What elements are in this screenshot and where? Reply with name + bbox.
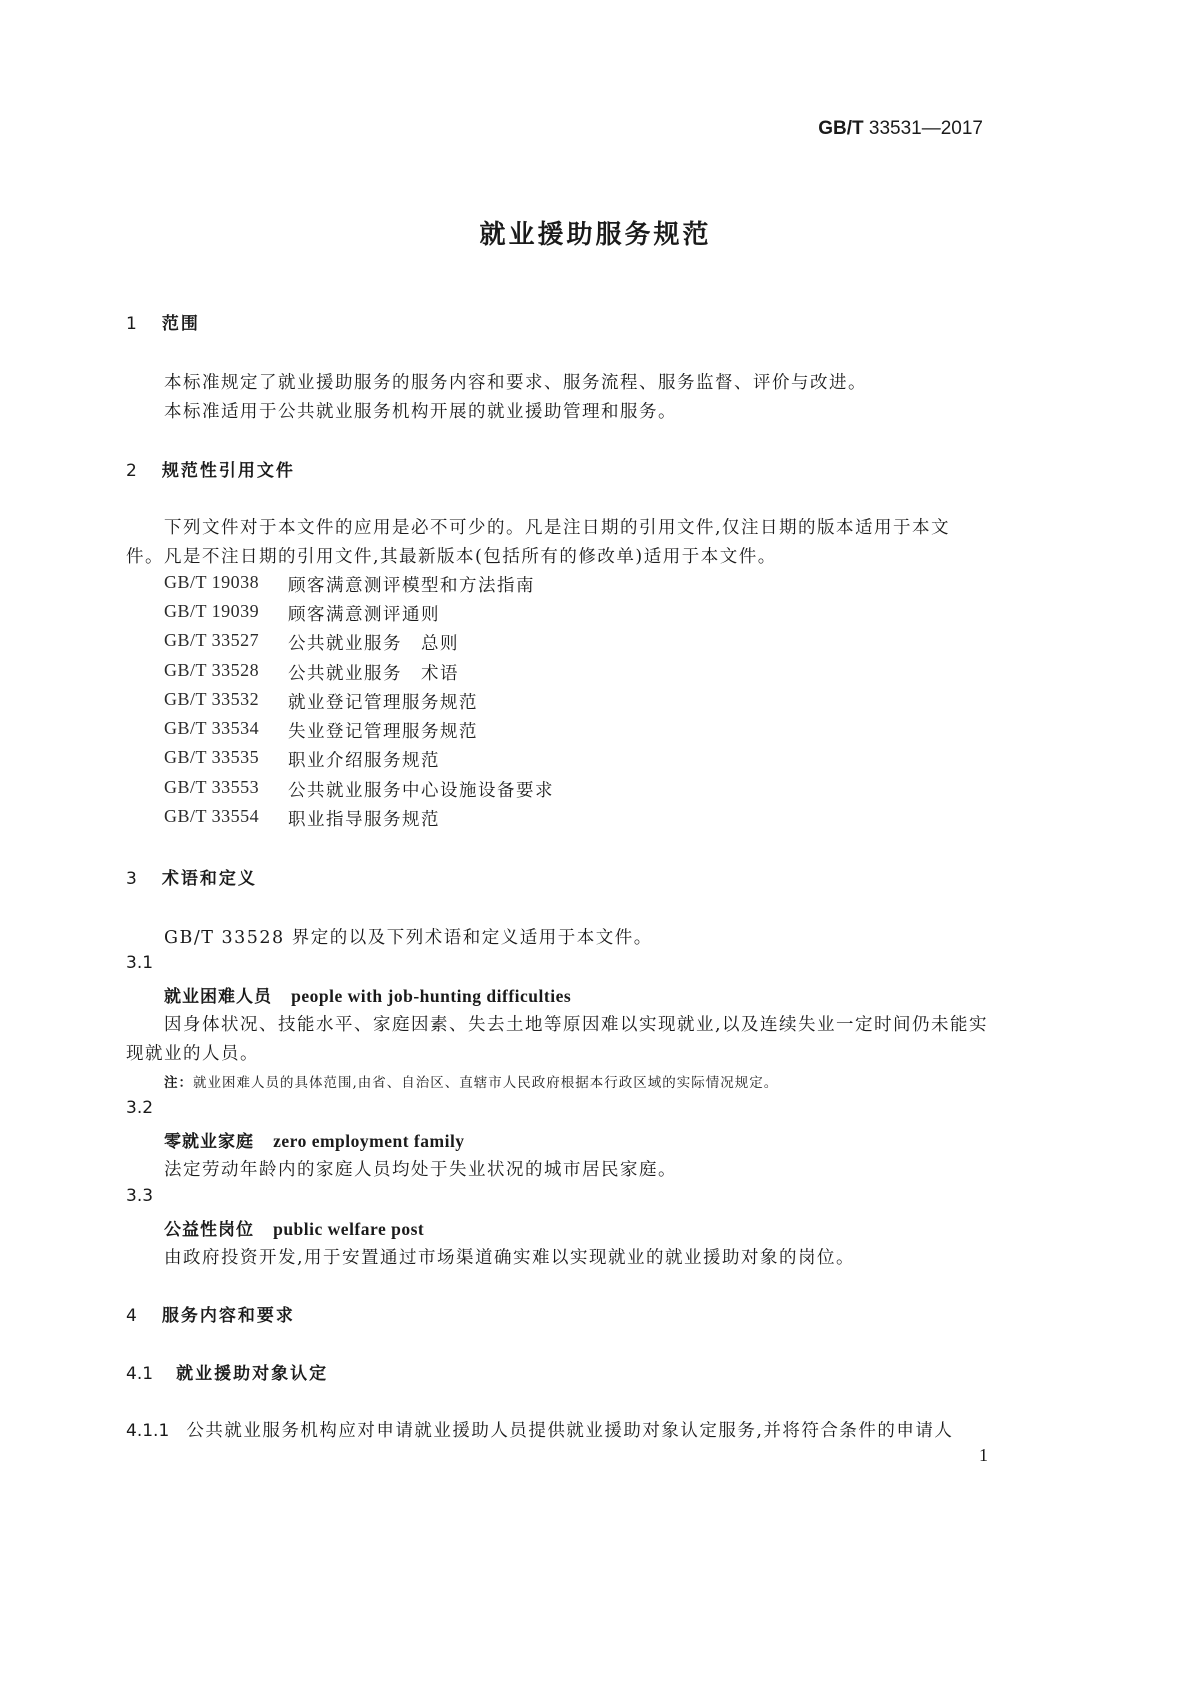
reference-code: GB/T 19039 (164, 601, 260, 621)
paragraph: 本标准适用于公共就业服务机构开展的就业援助管理和服务。 (164, 402, 677, 422)
section-title: 服务内容和要求 (161, 1306, 295, 1326)
term-english: public welfare post (273, 1219, 425, 1239)
paragraph: 本标准规定了就业援助服务的服务内容和要求、服务流程、服务监督、评价与改进。 (164, 373, 867, 393)
reference-item (164, 601, 440, 625)
standard-number: 33531—2017 (868, 118, 983, 139)
section-number: 2 (126, 461, 137, 481)
reference-title: 职业介绍服务规范 (288, 751, 440, 771)
reference-title: 公共就业服务中心设施设备要求 (288, 781, 554, 801)
section-title: 规范性引用文件 (161, 461, 295, 481)
term-chinese: 公益性岗位 (164, 1220, 254, 1240)
subsection-4-1-heading (126, 1359, 328, 1384)
note-text: 就业困难人员的具体范围,由省、自治区、直辖市人民政府根据本行政区域的实际情况规定。 (193, 1075, 779, 1091)
term-english: zero employment family (273, 1131, 465, 1151)
term-number: 3.2 (126, 1098, 154, 1118)
reference-code: GB/T 33528 (164, 660, 260, 680)
document-title: 就业援助服务规范 (479, 220, 712, 250)
term-definition: 由政府投资开发,用于安置通过市场渠道确实难以实现就业的就业援助对象的岗位。 (164, 1248, 856, 1268)
note (164, 1071, 778, 1091)
note-label: 注： (164, 1075, 193, 1091)
reference-item (164, 689, 478, 713)
section-4-heading (126, 1301, 295, 1326)
term-number: 3.1 (126, 953, 154, 973)
section-1-heading (126, 309, 200, 334)
section-number: 3 (126, 869, 137, 889)
term-heading (164, 1127, 465, 1152)
section-3-heading (126, 864, 257, 889)
term-definition: 法定劳动年龄内的家庭人员均处于失业状况的城市居民家庭。 (164, 1160, 677, 1180)
term-english: people with job-hunting difficulties (291, 986, 572, 1006)
reference-item (164, 660, 459, 684)
term-heading (164, 982, 571, 1007)
reference-item (164, 747, 440, 771)
term-chinese: 就业困难人员 (164, 987, 272, 1007)
reference-title: 职业指导服务规范 (288, 810, 440, 830)
section-title: 范围 (161, 314, 200, 334)
standard-code (818, 118, 983, 140)
standard-prefix: GB/T (818, 118, 864, 139)
reference-title: 公共就业服务 总则 (288, 634, 459, 654)
reference-code: GB/T 33534 (164, 718, 260, 738)
reference-item (164, 630, 459, 654)
paragraph-continuation: 件。凡是不注日期的引用文件,其最新版本(包括所有的修改单)适用于本文件。 (126, 547, 777, 567)
reference-title: 就业登记管理服务规范 (288, 693, 478, 713)
reference-code: GB/T 33532 (164, 689, 260, 709)
reference-code: GB/T 33553 (164, 777, 260, 797)
reference-title: 顾客满意测评模型和方法指南 (288, 576, 535, 596)
subsection-title: 就业援助对象认定 (176, 1364, 329, 1384)
section-number: 4 (126, 1306, 137, 1326)
term-number: 3.3 (126, 1186, 154, 1206)
term-definition: 因身体状况、技能水平、家庭因素、失去土地等原因难以实现就业,以及连续失业一定时间仍未能实 (164, 1015, 989, 1035)
subsection-number: 4.1 (126, 1364, 154, 1384)
reference-title: 失业登记管理服务规范 (288, 722, 478, 742)
section-title: 术语和定义 (161, 869, 257, 889)
page-number: 1 (979, 1445, 988, 1465)
reference-item (164, 806, 440, 830)
reference-title: 公共就业服务 术语 (288, 664, 459, 684)
paragraph: 下列文件对于本文件的应用是必不可少的。凡是注日期的引用文件,仅注日期的版本适用于本文 (164, 518, 951, 538)
reference-item (164, 718, 478, 742)
section-2-heading (126, 456, 295, 481)
reference-code: GB/T 33554 (164, 806, 260, 826)
term-heading (164, 1215, 424, 1240)
clause-4-1-1 (126, 1417, 953, 1442)
paragraph: GB/T 33528 界定的以及下列术语和定义适用于本文件。 (164, 928, 653, 948)
reference-item (164, 572, 535, 596)
section-number: 1 (126, 314, 137, 334)
reference-code: GB/T 19038 (164, 572, 260, 592)
reference-item (164, 777, 554, 801)
reference-code: GB/T 33527 (164, 630, 260, 650)
term-definition-continuation: 现就业的人员。 (126, 1044, 259, 1064)
reference-code: GB/T 33535 (164, 747, 260, 767)
clause-text: 公共就业服务机构应对申请就业援助人员提供就业援助对象认定服务,并将符合条件的申请人 (186, 1421, 954, 1441)
clause-number: 4.1.1 (126, 1421, 170, 1441)
reference-title: 顾客满意测评通则 (288, 605, 440, 625)
term-chinese: 零就业家庭 (164, 1132, 254, 1152)
